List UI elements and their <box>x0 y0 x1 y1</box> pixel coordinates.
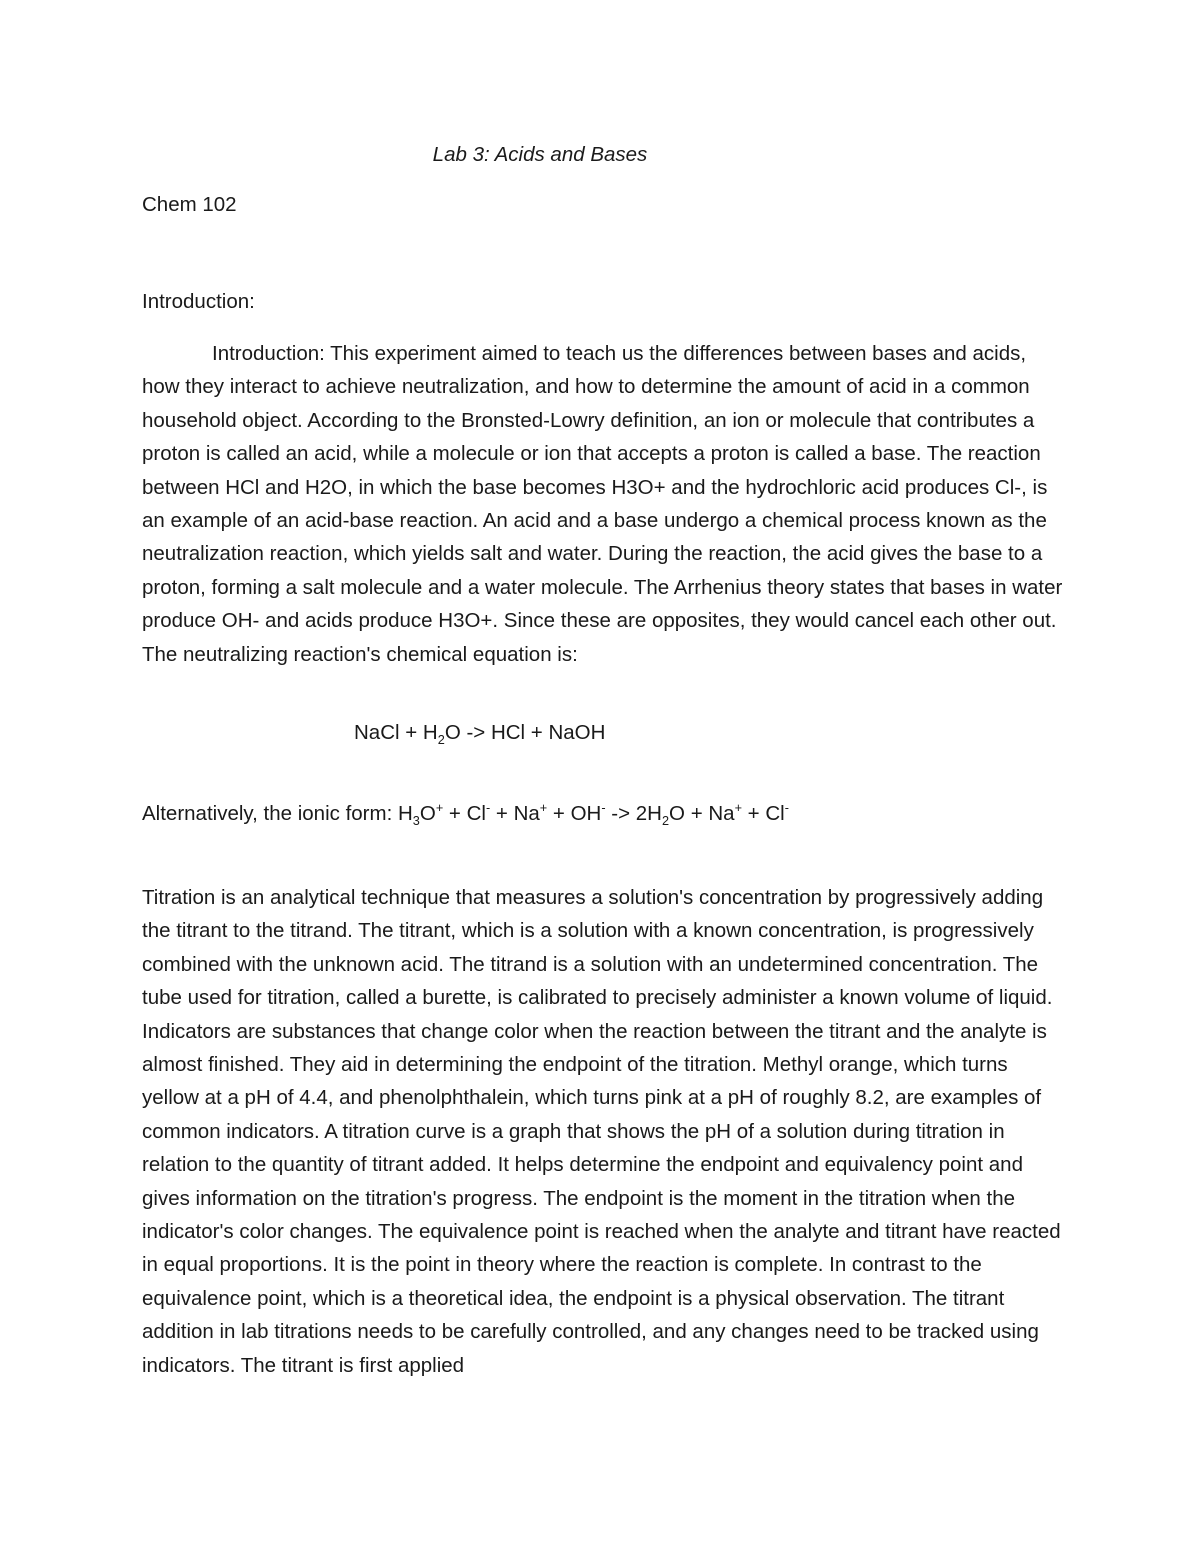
ionic-text: Alternatively, the ionic form: H <box>142 802 413 825</box>
introduction-paragraph: Introduction: This experiment aimed to teach us the differences between bases and acids, how they interact to achieve neutralization, and how to determine the amount of acid in a common household object. According to the Bronsted-Lowry definition, an ion or molecule that contributes a proton is called an acid, while a molecule or ion that accepts a proton is called a base. The reaction between HCl and H2O, in which the base becomes H3O+ and the hydrochloric acid produces Cl-, is an example of an acid-base reaction. An acid and a base undergo a chemical process known as the neutralization reaction, which yields salt and water. During the reaction, the acid gives the base to a proton, forming a salt molecule and a water molecule. The Arrhenius theory states that bases in water produce OH- and acids produce H3O+. Since these are opposites, they would cancel each other out. The neutralizing reaction's chemical equation is: <box>142 342 1063 666</box>
ionic-text: O <box>419 802 436 825</box>
ionic-superscript: + <box>734 800 742 816</box>
ionic-text: -> 2H <box>605 802 662 825</box>
ionic-text: + Na <box>490 802 540 825</box>
ionic-superscript: - <box>485 800 491 816</box>
document-title: Lab 3: Acids and Bases <box>432 143 648 166</box>
ionic-superscript: + <box>539 800 548 816</box>
neutralization-equation <box>354 721 606 748</box>
ionic-text: + OH <box>547 802 602 825</box>
course-name: Chem 102 <box>142 193 237 216</box>
equation-subscript: 2 <box>437 732 445 748</box>
equation-text: O -> HCl + NaOH <box>444 721 606 744</box>
ionic-text: O + Na <box>669 802 735 825</box>
introduction-heading: Introduction: <box>142 290 255 313</box>
ionic-text: + Cl <box>443 802 486 825</box>
ionic-superscript: - <box>784 800 789 816</box>
ionic-superscript: + <box>435 800 444 816</box>
ionic-superscript: - <box>601 800 606 816</box>
ionic-subscript: 2 <box>661 813 670 829</box>
ionic-text: + Cl <box>741 802 785 825</box>
ionic-equation <box>142 800 789 829</box>
titration-paragraph: Titration is an analytical technique that measures a solution's concentration by progressively adding the titrant to the titrand. The titrant, which is a solution with a known concentration, is progressively combined with the unknown acid. The titrand is a solution with an undetermined concentration. The tube used for titration, called a burette, is calibrated to precisely administer a known volume of liquid. Indicators are substances that change color when the reaction between the titrant and the analyte is almost finished. They aid in determining the endpoint of the titration. Methyl orange, which turns yellow at a pH of 4.4, and phenolphthalein, which turns pink at a pH of roughly 8.2, are examples of common indicators. A titration curve is a graph that shows the pH of a solution during titration in relation to the quantity of titrant added. It helps determine the endpoint and equivalency point and gives information on the titration's progress. The endpoint is the moment in the titration when the indicator's color changes. The equivalence point is reached when the analyte and titrant have reacted in equal proportions. It is the point in theory where the reaction is complete. In contrast to the equivalence point, which is a theoretical idea, the endpoint is a physical observation. The titrant addition in lab titrations needs to be carefully controlled, and any changes need to be tracked using indicators. The titrant is first applied <box>142 886 1061 1377</box>
equation-text: NaCl + H <box>354 721 438 744</box>
ionic-subscript: 3 <box>412 813 420 829</box>
